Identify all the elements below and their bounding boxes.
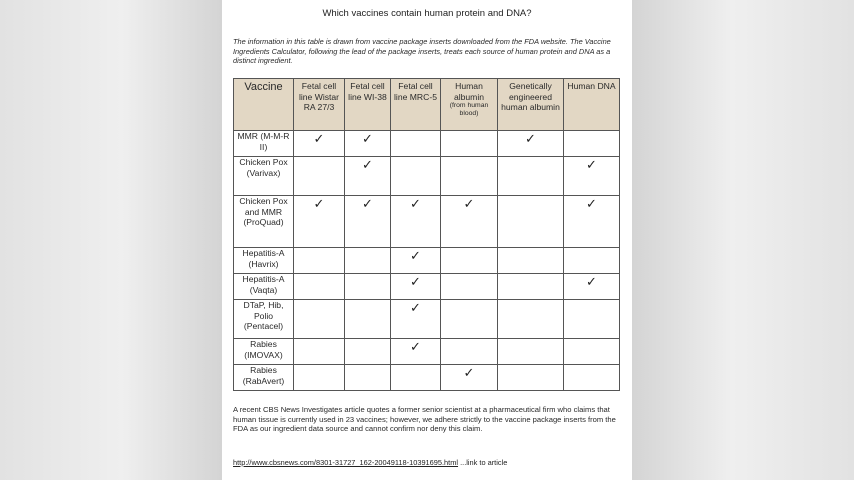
checkmark-icon: ✓ — [362, 157, 373, 172]
ingredient-cell — [391, 339, 441, 365]
right-blur-margin — [632, 0, 854, 480]
article-link[interactable]: http://www.cbsnews.com/8301-31727_162-20049118-10391695.html — [233, 458, 459, 467]
ingredient-cell — [294, 248, 345, 274]
table-row — [234, 248, 620, 274]
checkmark-icon: ✓ — [410, 274, 421, 289]
vaccine-name-cell: Rabies (RabAvert) — [234, 365, 294, 391]
ingredient-cell — [564, 248, 620, 274]
document-page — [222, 0, 632, 480]
ingredient-cell — [498, 274, 564, 300]
header-fetal-mrc5: Fetal cell line MRC-5 — [391, 79, 441, 131]
ingredient-cell — [498, 157, 564, 196]
ingredient-cell — [498, 248, 564, 274]
ingredient-cell — [564, 131, 620, 157]
ingredient-cell — [391, 300, 441, 339]
ingredient-cell — [345, 365, 391, 391]
vaccine-name-cell: Hepatitis-A (Havrix) — [234, 248, 294, 274]
ingredient-cell — [441, 300, 498, 339]
ingredient-cell — [345, 248, 391, 274]
header-human-albumin-label: Human albumin — [453, 81, 485, 102]
header-genetic-albumin: Genetically engineered human albumin — [498, 79, 564, 131]
ingredient-cell — [564, 157, 620, 196]
ingredient-cell — [391, 365, 441, 391]
ingredient-cell — [345, 131, 391, 157]
ingredient-cell — [564, 300, 620, 339]
table-body — [234, 131, 620, 391]
table-row — [234, 339, 620, 365]
ingredient-cell — [391, 196, 441, 248]
ingredient-cell — [294, 274, 345, 300]
ingredient-cell — [441, 157, 498, 196]
checkmark-icon: ✓ — [463, 196, 475, 211]
ingredient-cell — [391, 248, 441, 274]
ingredient-cell — [294, 365, 345, 391]
checkmark-icon: ✓ — [313, 131, 325, 146]
ingredient-cell — [564, 365, 620, 391]
ingredient-cell — [294, 131, 345, 157]
checkmark-icon: ✓ — [586, 157, 597, 172]
vaccine-name-cell: Rabies (IMOVAX) — [234, 339, 294, 365]
header-human-albumin — [441, 79, 498, 131]
left-blur-margin — [0, 0, 222, 480]
vaccine-name-cell: DTaP, Hib, Polio (Pentacel) — [234, 300, 294, 339]
vaccine-name-cell: MMR (M-M-R II) — [234, 131, 294, 157]
ingredient-cell — [294, 339, 345, 365]
checkmark-icon: ✓ — [362, 131, 373, 146]
ingredient-cell — [345, 274, 391, 300]
ingredient-cell — [345, 196, 391, 248]
ingredient-cell — [441, 365, 498, 391]
checkmark-icon: ✓ — [410, 300, 421, 315]
ingredient-cell — [564, 339, 620, 365]
ingredient-cell — [441, 274, 498, 300]
checkmark-icon: ✓ — [410, 248, 421, 263]
table-row — [234, 196, 620, 248]
ingredient-cell — [391, 274, 441, 300]
header-fetal-wi38: Fetal cell line WI-38 — [345, 79, 391, 131]
checkmark-icon: ✓ — [410, 196, 421, 211]
document-title: Which vaccines contain human protein and DNA? — [322, 8, 532, 19]
table-row — [234, 300, 620, 339]
ingredient-cell — [345, 157, 391, 196]
table-header-row — [234, 79, 620, 131]
vaccine-table — [233, 78, 620, 391]
ingredient-cell — [498, 365, 564, 391]
ingredient-cell — [391, 131, 441, 157]
header-human-dna: Human DNA — [564, 79, 620, 131]
ingredient-cell — [441, 131, 498, 157]
ingredient-cell — [498, 300, 564, 339]
table-row — [234, 157, 620, 196]
ingredient-cell — [294, 157, 345, 196]
header-human-albumin-note: (from human blood) — [449, 102, 489, 117]
ingredient-cell — [294, 300, 345, 339]
article-link-line — [233, 458, 625, 467]
footnote-paragraph: A recent CBS News Investigates article quotes a former senior scientist at a pharmaceutical firm who claims that human tissue is currently used in 23 vaccines; however, we adhere strictly to the vaccine package inserts from the FDA as our ingredient data source and cannot confirm nor deny this claim. — [233, 405, 616, 434]
checkmark-icon: ✓ — [525, 131, 536, 146]
ingredient-cell — [498, 339, 564, 365]
checkmark-icon: ✓ — [410, 339, 421, 354]
ingredient-cell — [345, 339, 391, 365]
ingredient-cell — [441, 196, 498, 248]
checkmark-icon: ✓ — [362, 196, 373, 211]
table-row — [234, 274, 620, 300]
ingredient-cell — [564, 274, 620, 300]
ingredient-cell — [441, 248, 498, 274]
ingredient-cell — [345, 300, 391, 339]
header-vaccine: Vaccine — [234, 79, 294, 131]
article-link-suffix: ...link to article — [458, 458, 508, 467]
vaccine-name-cell: Chicken Pox (Varivax) — [234, 157, 294, 196]
ingredient-cell — [391, 157, 441, 196]
ingredient-cell — [441, 339, 498, 365]
ingredient-cell — [498, 131, 564, 157]
intro-paragraph: The information in this table is drawn from vaccine package inserts downloaded from the FDA website. The Vaccine Ingredients Calculator, following the lead of the package inserts, treats each source of human protein and DNA as a distinct ingredient. — [233, 37, 611, 66]
table-row — [234, 365, 620, 391]
ingredient-cell — [564, 196, 620, 248]
checkmark-icon: ✓ — [586, 196, 597, 211]
ingredient-cell — [294, 196, 345, 248]
header-fetal-wistar: Fetal cell line Wistar RA 27/3 — [294, 79, 345, 131]
table-row — [234, 131, 620, 157]
vaccine-name-cell: Hepatitis-A (Vaqta) — [234, 274, 294, 300]
ingredient-cell — [498, 196, 564, 248]
vaccine-name-cell: Chicken Pox and MMR (ProQuad) — [234, 196, 294, 248]
checkmark-icon: ✓ — [313, 196, 325, 211]
checkmark-icon: ✓ — [586, 274, 597, 289]
checkmark-icon: ✓ — [463, 365, 475, 380]
